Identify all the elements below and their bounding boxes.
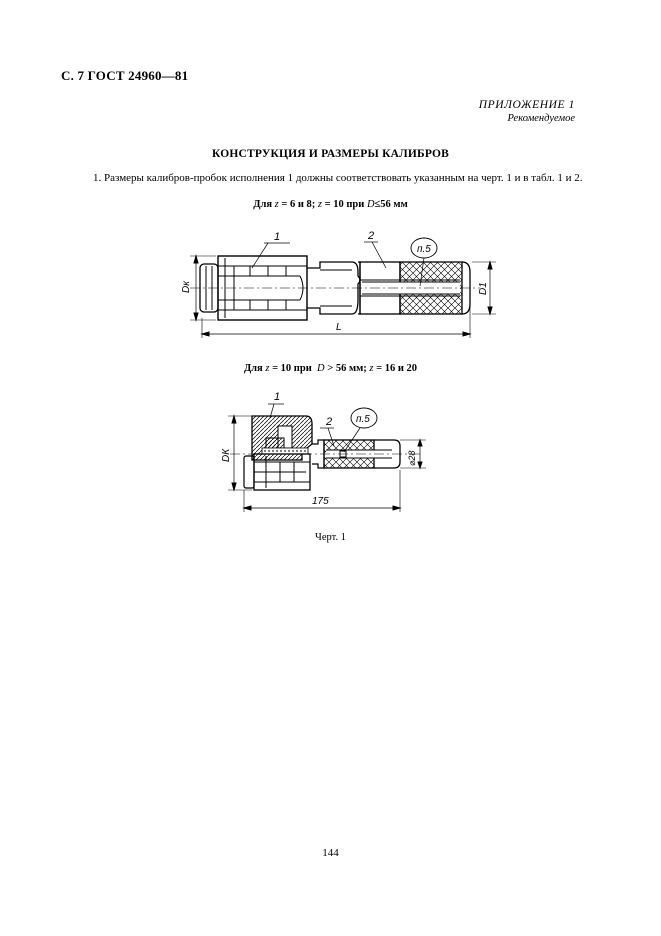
paragraph-text: 1. Размеры калибров-пробок исполнения 1 должны соответствовать указанным на черт. 1 и в табл. 1 и 2.: [93, 172, 583, 184]
drawing-figure-1: [190, 238, 496, 338]
page-number: 144: [322, 847, 339, 859]
section-title: КОНСТРУКЦИЯ И РАЗМЕРЫ КАЛИБРОВ: [211, 148, 450, 160]
callout-2: 2: [368, 230, 375, 242]
dim-label-dk: Dк: [181, 281, 192, 293]
dim-label-175: 175: [312, 496, 329, 507]
appendix-title: ПРИЛОЖЕНИЕ 1: [478, 99, 575, 111]
figure-caption-2: Для z = 10 при D > 56 мм; z = 16 и 20: [243, 363, 418, 374]
callout-1-fig2: 1: [274, 391, 281, 403]
note-label: п.5: [417, 244, 431, 255]
dim-label-dia: ⌀28: [407, 450, 417, 466]
document-header: С. 7 ГОСТ 24960—81: [61, 68, 189, 83]
dim-label-length: L: [336, 322, 342, 333]
figure-caption-1: Для z = 6 и 8; z = 10 при D≤56 мм: [253, 199, 408, 210]
callout-1: 1: [274, 231, 281, 243]
dim-label-d1: D1: [478, 282, 489, 295]
note-label-fig2: п.5: [356, 414, 370, 425]
dim-label-dk-fig2: DК: [221, 448, 232, 462]
drawing-caption: Черт. 1: [315, 532, 346, 543]
callout-2-fig2: 2: [326, 416, 333, 428]
appendix-subtitle: Рекомендуемое: [507, 113, 575, 124]
